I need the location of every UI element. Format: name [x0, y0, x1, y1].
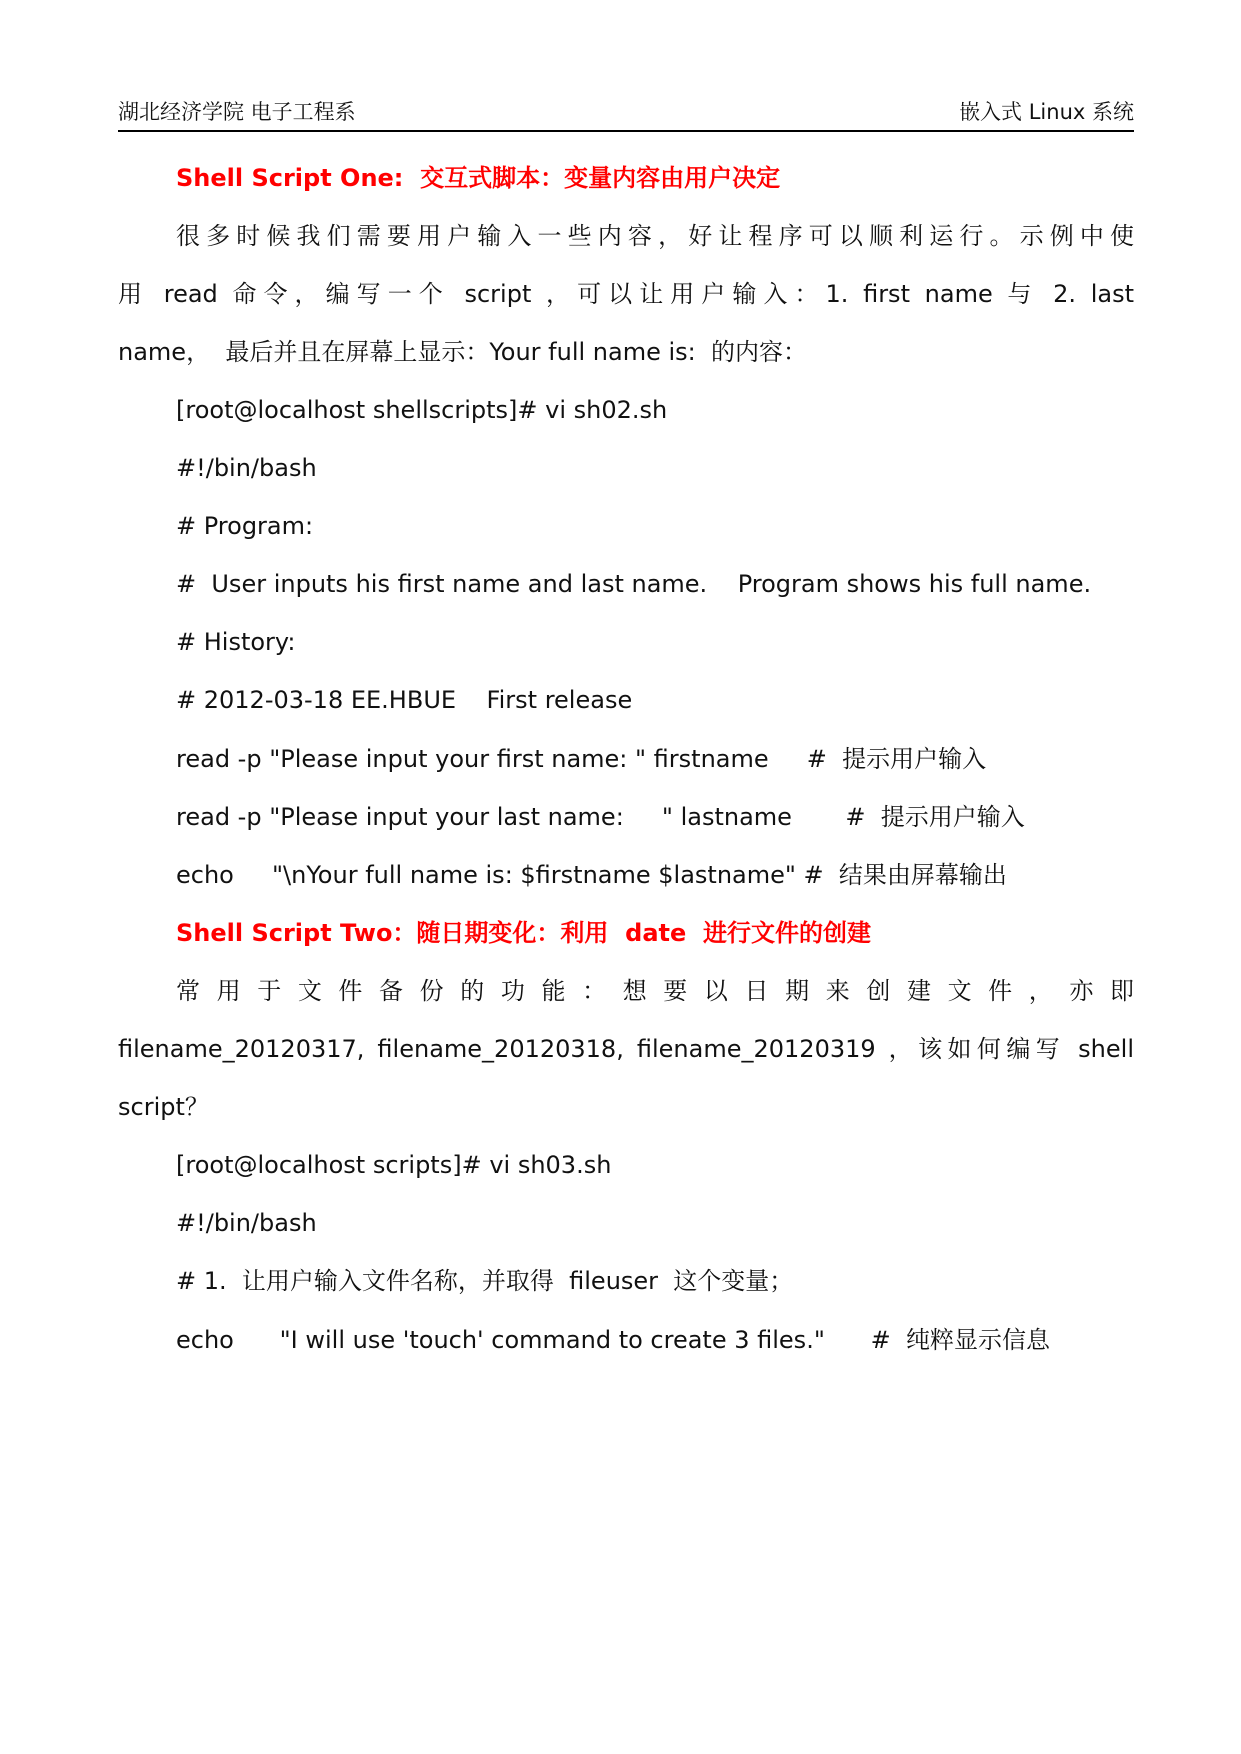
- code-line: [root@localhost scripts]# vi sh03.sh: [176, 1151, 612, 1179]
- paragraph-line: script？: [118, 1093, 209, 1121]
- code-line: # Program:: [176, 512, 314, 540]
- paragraph-line: 很多时候我们需要用户输入一些内容，好让程序可以顺利运行。示例中使: [176, 222, 1134, 250]
- header-course-title: 嵌入式 Linux 系统: [959, 100, 1134, 124]
- code-line: # User inputs his first name and last name. Program shows his full name.: [176, 570, 1092, 598]
- code-line: read -p "Please input your first name: " firstname # 提示用户输入: [176, 745, 987, 773]
- paragraph-line: filename_20120317, filename_20120318, filename_20120319 ，该如何编写 shell: [118, 1035, 1134, 1063]
- code-line: #!/bin/bash: [176, 1209, 317, 1237]
- header-department: 湖北经济学院 电子工程系: [118, 100, 356, 124]
- section-heading-script-two: Shell Script Two：随日期变化：利用 date 进行文件的创建: [176, 919, 871, 947]
- code-line: # 1. 让用户输入文件名称，并取得 fileuser 这个变量；: [176, 1267, 794, 1295]
- code-line: echo "\nYour full name is: $firstname $lastname" # 结果由屏幕输出: [176, 861, 1007, 889]
- code-line: #!/bin/bash: [176, 454, 317, 482]
- code-line: read -p "Please input your last name: " lastname # 提示用户输入: [176, 803, 1025, 831]
- paragraph-line: 用 read 命令，编写一个 script ，可以让用户输入：1. first name 与 2. last: [118, 280, 1134, 308]
- page-header: [118, 94, 1134, 132]
- paragraph-line: name， 最后并且在屏幕上显示：Your full name is: 的内容：: [118, 338, 808, 366]
- code-line: [root@localhost shellscripts]# vi sh02.sh: [176, 396, 668, 424]
- code-line: echo "I will use 'touch' command to create 3 files." # 纯粹显示信息: [176, 1326, 1050, 1354]
- paragraph-line: 常用于文件备份的功能：想要以日期来创建文件，亦即: [176, 977, 1134, 1005]
- code-line: # 2012-03-18 EE.HBUE First release: [176, 686, 633, 714]
- section-heading-script-one: Shell Script One: 交互式脚本：变量内容由用户决定: [176, 164, 781, 192]
- code-line: # History:: [176, 628, 296, 656]
